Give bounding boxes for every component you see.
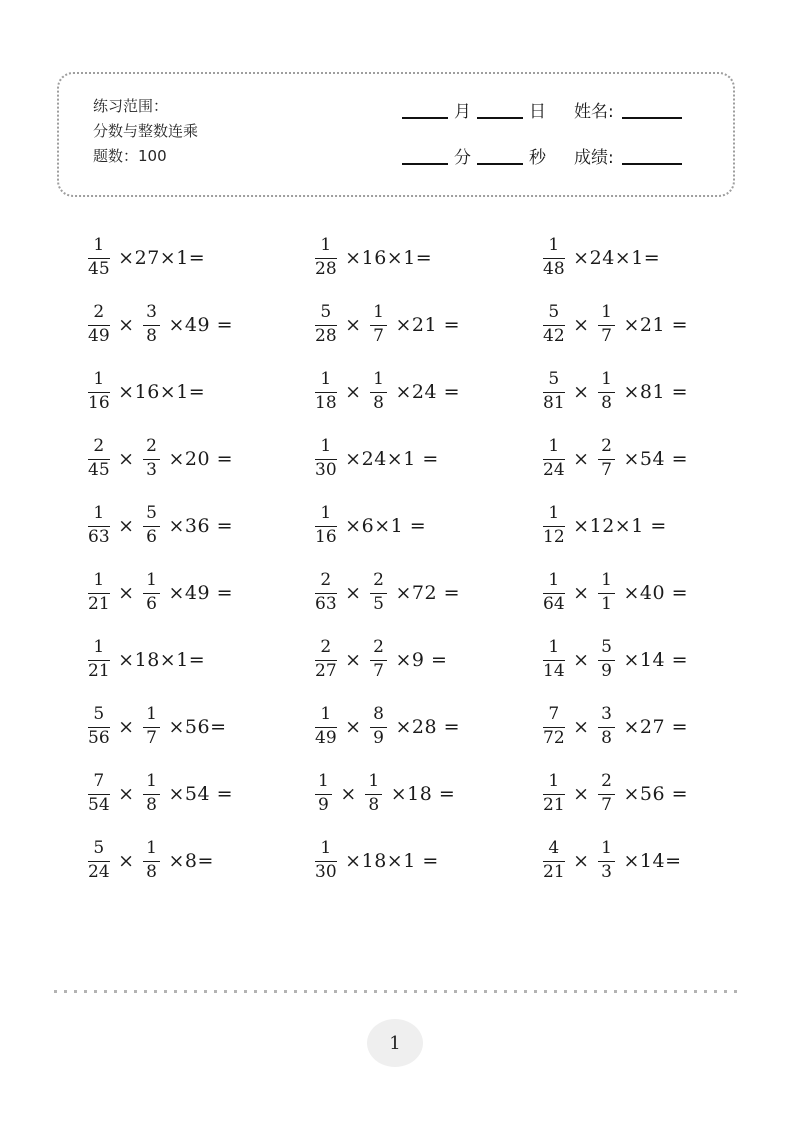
fraction-denominator: 7 [601, 459, 612, 480]
operator-text: ×24×1 = [338, 447, 439, 470]
minutes-blank [402, 163, 448, 165]
fraction [143, 705, 160, 747]
operator-text: ×56 = [616, 782, 689, 805]
fraction-denominator: 6 [146, 593, 157, 614]
fraction-numerator: 1 [543, 772, 565, 794]
fraction [543, 370, 565, 412]
fraction [543, 437, 565, 479]
fraction [315, 571, 337, 613]
fraction [143, 772, 160, 814]
problem [86, 626, 313, 693]
fraction-numerator: 5 [315, 303, 337, 325]
fraction-denominator: 7 [146, 727, 157, 748]
fraction [598, 303, 615, 345]
operator-text: × [111, 849, 142, 872]
operator-text: ×49 = [161, 581, 234, 604]
operator-text: ×14 = [616, 648, 689, 671]
fraction [370, 571, 387, 613]
operator-text: × [566, 380, 597, 403]
problem [86, 693, 313, 760]
operator-text: ×54 = [161, 782, 234, 805]
fraction-numerator: 1 [315, 236, 337, 258]
fraction-numerator: 5 [543, 303, 565, 325]
question-count-label: 题数：100 [93, 147, 167, 165]
fraction-denominator: 45 [88, 459, 110, 480]
fraction-denominator: 8 [601, 392, 612, 413]
fraction [315, 705, 337, 747]
fraction-numerator: 8 [370, 705, 387, 727]
fraction [543, 705, 565, 747]
fraction [370, 638, 387, 680]
operator-text: ×9 = [388, 648, 448, 671]
problem [86, 224, 313, 291]
fraction [370, 705, 387, 747]
fraction-numerator: 1 [143, 772, 160, 794]
problem [313, 559, 541, 626]
fraction [598, 772, 615, 814]
name-label: 姓名: [574, 102, 614, 122]
fraction [143, 839, 160, 881]
score-label: 成绩: [574, 148, 614, 168]
operator-text: ×14= [616, 849, 682, 872]
fraction-numerator: 3 [143, 303, 160, 325]
problem [313, 358, 541, 425]
fraction-denominator: 21 [543, 794, 565, 815]
operator-text: ×21 = [388, 313, 461, 336]
fraction-numerator: 5 [143, 504, 160, 526]
operator-text: ×27 = [616, 715, 689, 738]
fraction-numerator: 2 [598, 437, 615, 459]
fraction-numerator: 1 [370, 370, 387, 392]
page-number: 1 [389, 1032, 401, 1054]
fraction-denominator: 9 [318, 794, 329, 815]
operator-text: ×49 = [161, 313, 234, 336]
fraction [543, 839, 565, 881]
fraction-numerator: 1 [370, 303, 387, 325]
fraction [543, 571, 565, 613]
fraction-numerator: 1 [315, 504, 337, 526]
fraction-denominator: 63 [315, 593, 337, 614]
month-label: 月 [454, 102, 471, 122]
fraction [88, 839, 110, 881]
operator-text: × [338, 648, 369, 671]
fraction-denominator: 16 [88, 392, 110, 413]
practice-range-label: 练习范围： [93, 97, 169, 115]
fraction-denominator: 72 [543, 727, 565, 748]
fraction-denominator: 24 [88, 861, 110, 882]
fraction-denominator: 8 [146, 861, 157, 882]
fraction-numerator: 2 [598, 772, 615, 794]
fraction-denominator: 30 [315, 459, 337, 480]
operator-text: ×18 = [384, 782, 456, 805]
fraction-denominator: 6 [146, 526, 157, 547]
fraction [598, 571, 615, 613]
fraction [598, 437, 615, 479]
fraction [315, 638, 337, 680]
fraction [143, 437, 160, 479]
operator-text: ×24×1= [566, 246, 661, 269]
fraction-numerator: 1 [88, 370, 110, 392]
problem [313, 760, 541, 827]
fraction-denominator: 7 [373, 325, 384, 346]
fraction [88, 303, 110, 345]
fraction [315, 370, 337, 412]
operator-text: ×54 = [616, 447, 689, 470]
fraction-numerator: 5 [88, 839, 110, 861]
problem [313, 425, 541, 492]
fraction [370, 303, 387, 345]
operator-text: ×12×1 = [566, 514, 667, 537]
fraction [365, 772, 382, 814]
fraction-numerator: 1 [543, 236, 565, 258]
operator-text: ×56= [161, 715, 227, 738]
fraction-denominator: 9 [373, 727, 384, 748]
fraction-denominator: 12 [543, 526, 565, 547]
fraction-denominator: 3 [601, 861, 612, 882]
fraction [88, 504, 110, 546]
fraction-denominator: 45 [88, 258, 110, 279]
problem [541, 492, 746, 559]
operator-text: × [566, 313, 597, 336]
fraction-numerator: 1 [143, 839, 160, 861]
fraction-denominator: 81 [543, 392, 565, 413]
fraction [543, 504, 565, 546]
fraction-numerator: 3 [598, 705, 615, 727]
fraction-numerator: 2 [370, 571, 387, 593]
operator-text: ×24 = [388, 380, 461, 403]
problem [86, 827, 313, 894]
operator-text: × [338, 380, 369, 403]
fraction [543, 303, 565, 345]
fraction [143, 571, 160, 613]
page-number-badge [367, 1019, 423, 1067]
problem [313, 291, 541, 358]
fraction [88, 705, 110, 747]
problem [86, 760, 313, 827]
problem [541, 693, 746, 760]
fraction-numerator: 2 [88, 437, 110, 459]
operator-text: ×40 = [616, 581, 689, 604]
fraction-denominator: 8 [146, 794, 157, 815]
fraction-numerator: 7 [88, 772, 110, 794]
operator-text: × [566, 849, 597, 872]
practice-topic-label: 分数与整数连乘 [93, 122, 199, 140]
fraction-numerator: 1 [143, 705, 160, 727]
fraction-denominator: 49 [315, 727, 337, 748]
fraction-denominator: 8 [368, 794, 380, 815]
fraction [315, 504, 337, 546]
fraction-denominator: 8 [601, 727, 612, 748]
operator-text: × [566, 782, 597, 805]
problem [541, 760, 746, 827]
problem [313, 492, 541, 559]
fraction-numerator: 1 [598, 303, 615, 325]
fraction-numerator: 1 [365, 772, 382, 794]
fraction-numerator: 1 [543, 638, 565, 660]
fraction-denominator: 56 [88, 727, 110, 748]
operator-text: ×20 = [161, 447, 234, 470]
fraction-numerator: 1 [88, 504, 110, 526]
fraction-numerator: 1 [543, 571, 565, 593]
fraction [315, 839, 337, 881]
fraction [88, 236, 110, 278]
operator-text: × [111, 447, 142, 470]
day-label: 日 [529, 102, 546, 122]
operator-text: ×18×1= [111, 648, 206, 671]
fraction [88, 370, 110, 412]
minutes-label: 分 [454, 148, 471, 168]
fraction [543, 236, 565, 278]
score-blank [622, 163, 682, 165]
operator-text: ×6×1 = [338, 514, 427, 537]
fraction-numerator: 4 [543, 839, 565, 861]
operator-text: ×21 = [616, 313, 689, 336]
problem [313, 224, 541, 291]
operator-text: × [566, 715, 597, 738]
operator-text: × [111, 514, 142, 537]
operator-text: × [333, 782, 364, 805]
problem [541, 291, 746, 358]
fraction-denominator: 8 [373, 392, 384, 413]
fraction-numerator: 1 [143, 571, 160, 593]
fraction-denominator: 5 [373, 593, 384, 614]
fraction-numerator: 2 [315, 638, 337, 660]
seconds-blank [477, 163, 523, 165]
operator-text: ×18×1 = [338, 849, 439, 872]
problem [541, 358, 746, 425]
fraction-denominator: 64 [543, 593, 565, 614]
problem [86, 358, 313, 425]
fraction [598, 638, 615, 680]
fraction-denominator: 48 [543, 258, 565, 279]
fraction-numerator: 5 [598, 638, 615, 660]
operator-text: × [111, 313, 142, 336]
fraction-numerator: 1 [315, 772, 332, 794]
fraction-denominator: 21 [88, 593, 110, 614]
fraction-denominator: 8 [146, 325, 157, 346]
operator-text: ×72 = [388, 581, 461, 604]
problem [313, 693, 541, 760]
fraction-numerator: 1 [598, 571, 615, 593]
fraction [315, 772, 332, 814]
fraction-denominator: 21 [543, 861, 565, 882]
operator-text: × [338, 715, 369, 738]
operator-text: ×36 = [161, 514, 234, 537]
fraction [598, 370, 615, 412]
fraction-numerator: 1 [543, 437, 565, 459]
problem [313, 827, 541, 894]
problem [541, 626, 746, 693]
fraction [143, 504, 160, 546]
problem [86, 492, 313, 559]
fraction [598, 839, 615, 881]
operator-text: × [338, 581, 369, 604]
operator-text: × [111, 782, 142, 805]
seconds-label: 秒 [529, 148, 546, 168]
separator-dashed-line [54, 990, 742, 993]
problem [541, 425, 746, 492]
fraction-denominator: 63 [88, 526, 110, 547]
date-name-line [402, 100, 682, 122]
header-info-block [93, 94, 198, 169]
fraction-numerator: 2 [143, 437, 160, 459]
fraction-denominator: 9 [601, 660, 612, 681]
month-blank [402, 117, 448, 119]
header-box [57, 72, 735, 197]
operator-text: × [566, 648, 597, 671]
problem [86, 559, 313, 626]
fraction [315, 236, 337, 278]
fraction-numerator: 1 [598, 839, 615, 861]
fraction-denominator: 21 [88, 660, 110, 681]
fraction-numerator: 2 [88, 303, 110, 325]
problem [541, 827, 746, 894]
fraction-denominator: 3 [146, 459, 157, 480]
fraction-numerator: 2 [315, 571, 337, 593]
operator-text: × [338, 313, 369, 336]
fraction-denominator: 14 [543, 660, 565, 681]
fraction-numerator: 1 [88, 571, 110, 593]
problem [86, 291, 313, 358]
fraction-denominator: 49 [88, 325, 110, 346]
problem [313, 626, 541, 693]
fraction-denominator: 16 [315, 526, 337, 547]
fraction-denominator: 42 [543, 325, 565, 346]
name-blank [622, 117, 682, 119]
fraction [598, 705, 615, 747]
fraction [543, 772, 565, 814]
fraction-denominator: 1 [601, 593, 612, 614]
problem [541, 559, 746, 626]
fraction [88, 638, 110, 680]
operator-text: × [566, 581, 597, 604]
operator-text: ×81 = [616, 380, 689, 403]
fraction-denominator: 24 [543, 459, 565, 480]
fraction-denominator: 28 [315, 325, 337, 346]
fraction-numerator: 2 [370, 638, 387, 660]
fraction-denominator: 7 [601, 325, 612, 346]
fraction-numerator: 5 [88, 705, 110, 727]
operator-text: ×8= [161, 849, 214, 872]
fraction [315, 303, 337, 345]
fraction-numerator: 1 [88, 638, 110, 660]
problems-grid [86, 224, 746, 894]
operator-text: × [566, 447, 597, 470]
fraction-numerator: 1 [543, 504, 565, 526]
problem [541, 224, 746, 291]
fraction-numerator: 1 [598, 370, 615, 392]
fraction-numerator: 1 [315, 705, 337, 727]
operator-text: ×16×1= [111, 380, 206, 403]
fraction [88, 571, 110, 613]
operator-text: × [111, 581, 142, 604]
fraction-numerator: 1 [315, 839, 337, 861]
fraction-denominator: 30 [315, 861, 337, 882]
fraction [143, 303, 160, 345]
fraction-denominator: 28 [315, 258, 337, 279]
fraction-numerator: 1 [315, 437, 337, 459]
problem [86, 425, 313, 492]
fraction [370, 370, 387, 412]
operator-text: × [111, 715, 142, 738]
fraction-denominator: 54 [88, 794, 110, 815]
fraction-numerator: 1 [88, 236, 110, 258]
fraction-denominator: 18 [315, 392, 337, 413]
operator-text: ×28 = [388, 715, 461, 738]
fraction-numerator: 5 [543, 370, 565, 392]
operator-text: ×27×1= [111, 246, 206, 269]
fraction-denominator: 7 [601, 794, 612, 815]
fraction-numerator: 7 [543, 705, 565, 727]
fraction [315, 437, 337, 479]
header-fill-in-block [402, 100, 682, 168]
fraction [88, 772, 110, 814]
fraction [88, 437, 110, 479]
fraction-denominator: 7 [373, 660, 384, 681]
time-score-line [402, 146, 682, 168]
fraction [543, 638, 565, 680]
day-blank [477, 117, 523, 119]
fraction-numerator: 1 [315, 370, 337, 392]
operator-text: ×16×1= [338, 246, 433, 269]
fraction-denominator: 27 [315, 660, 337, 681]
